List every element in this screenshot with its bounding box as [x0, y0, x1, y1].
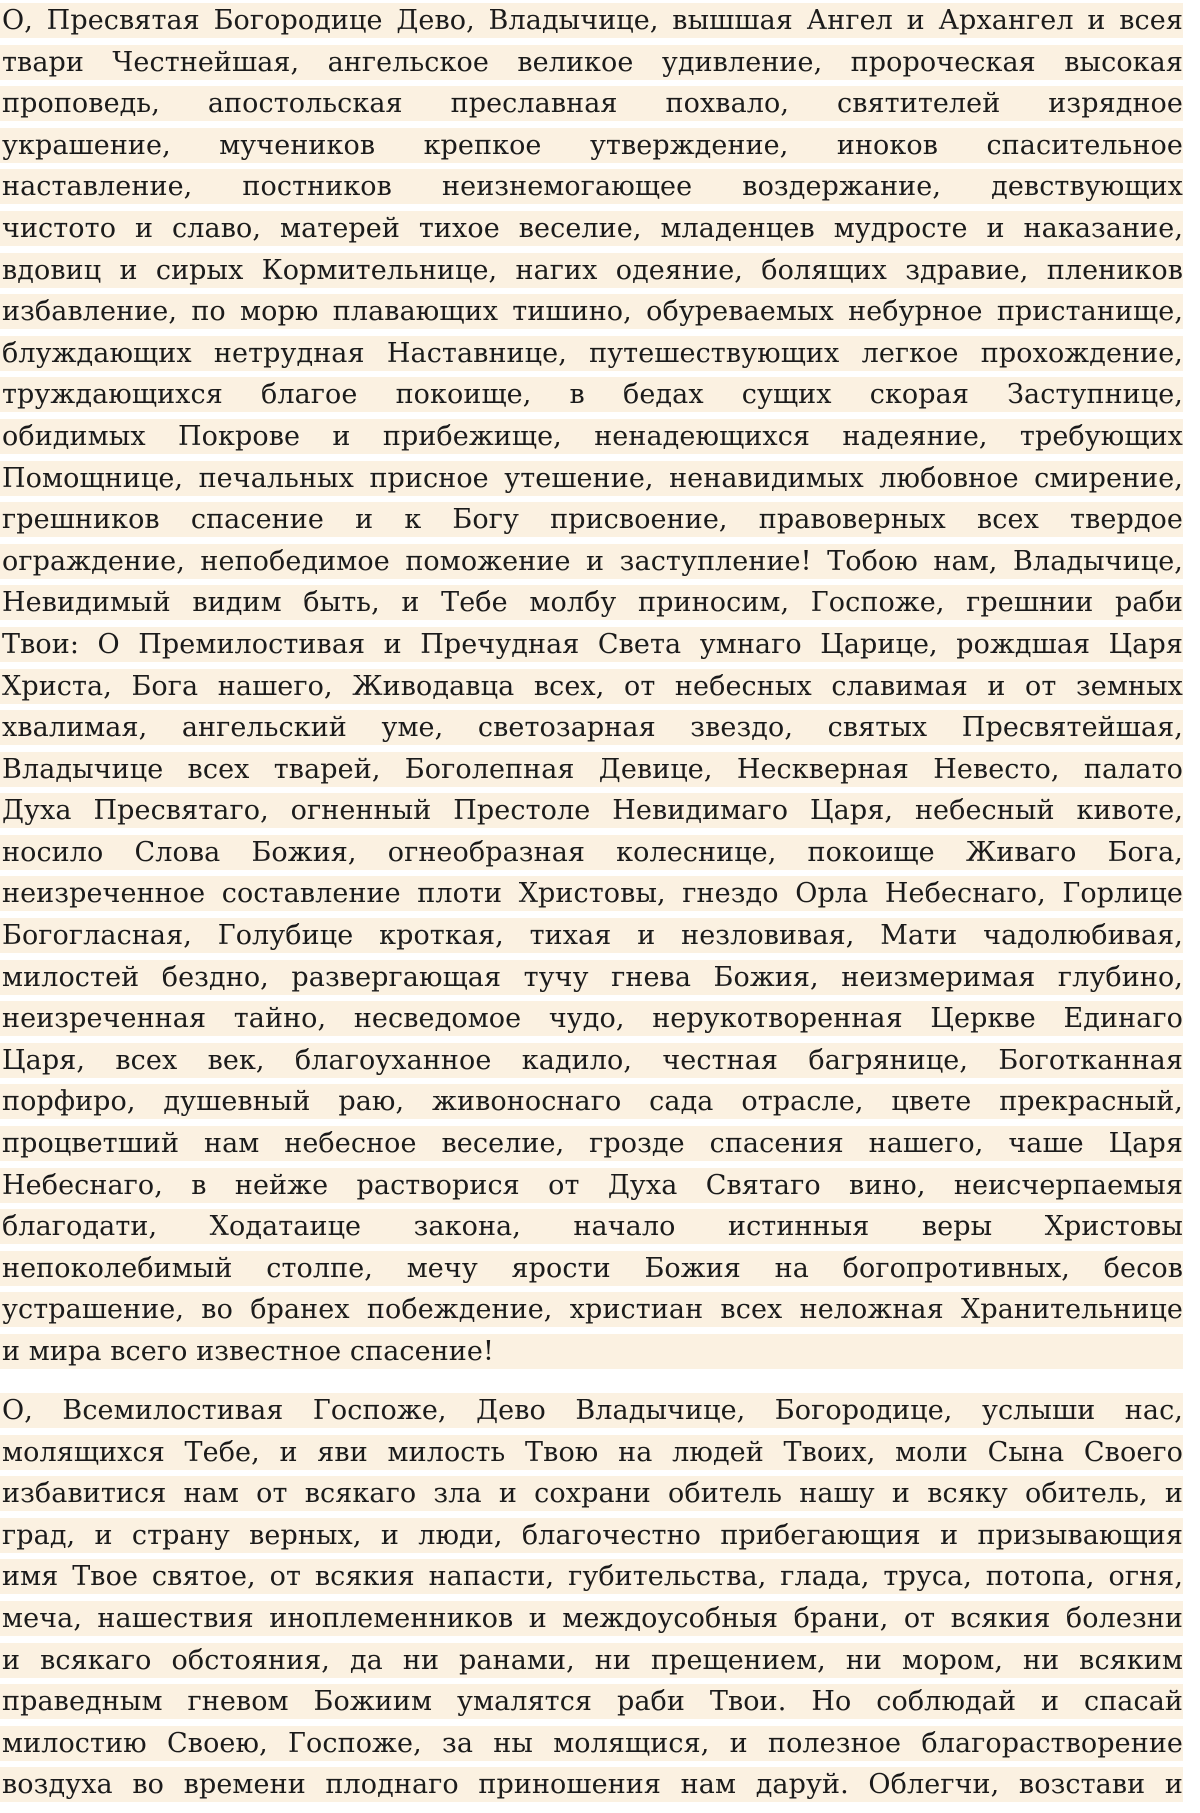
text-line: твари Честнейшая, ангельское великое удивление, пророческая высокая — [0, 42, 1183, 84]
text-line: воздуха во времени плоднаго приношения нам даруй. Облегчи, возстави и — [0, 1764, 1183, 1806]
text-line: благодати, Ходатаице закона, начало истинныя веры Христовы — [0, 1206, 1183, 1248]
text-line: непоколебимый столпе, мечу ярости Божия на богопротивных, бесов — [0, 1248, 1183, 1290]
text-line: ограждение, непобедимое поможение и заступление! Тобою нам, Владычице, — [0, 541, 1183, 583]
text-line: О, Всемилостивая Госпоже, Дево Владычице, Богородице, услыши нас, — [0, 1390, 1183, 1432]
text-line: вдовиц и сирых Кормительнице, нагих одеяние, болящих здравие, плеников — [0, 250, 1183, 292]
text-line: избавление, по морю плавающих тишино, обуреваемых небурное пристанище, — [0, 291, 1183, 333]
text-line: милостей бездно, развергающая тучу гнева Божия, неизмеримая глубино, — [0, 957, 1183, 999]
text-line: меча, нашествия иноплеменников и междоусобныя брани, от всякия болезни — [0, 1598, 1183, 1640]
text-line: град, и страну верных, и люди, благочестно прибегающия и призывающия — [0, 1515, 1183, 1557]
text-line: Небеснаго, в нейже растворися от Духа Святаго вино, неисчерпаемыя — [0, 1165, 1183, 1207]
text-line: хвалимая, ангельский уме, светозарная звездо, святых Пресвятейшая, — [0, 707, 1183, 749]
text-line: грешников спасение и к Богу присвоение, правоверных всех твердое — [0, 499, 1183, 541]
text-line: избавитися нам от всякаго зла и сохрани обитель нашу и всяку обитель, и — [0, 1473, 1183, 1515]
text-line: Богогласная, Голубице кроткая, тихая и незловивая, Мати чадолюбивая, — [0, 915, 1183, 957]
text-line: молящихся Тебе, и яви милость Твою на людей Твоих, моли Сына Своего — [0, 1432, 1183, 1474]
text-line: устрашение, во бранех побеждение, христиан всех неложная Хранительнице — [0, 1289, 1183, 1331]
text-line: Помощнице, печальных присное утешение, ненавидимых любовное смирение, — [0, 458, 1183, 500]
text-line: Христа, Бога нашего, Живодавца всех, от небесных славимая и от земных — [0, 666, 1183, 708]
text-line: милостию Своею, Госпоже, за ны молящися, и полезное благорастворение — [0, 1723, 1183, 1765]
text-line: Твои: О Премилостивая и Пречудная Света умнаго Царице, рождшая Царя — [0, 624, 1183, 666]
text-line: порфиро, душевный раю, живоноснаго сада отрасле, цвете прекрасный, — [0, 1081, 1183, 1123]
text-line: носило Слова Божия, огнеобразная колеснице, покоище Живаго Бога, — [0, 832, 1183, 874]
text-line: праведным гневом Божиим умалятся раби Твои. Но соблюдай и спасай — [0, 1681, 1183, 1723]
text-line: украшение, мучеников крепкое утверждение, иноков спасительное — [0, 125, 1183, 167]
text-line: проповедь, апостольская преславная похвало, святителей изрядное — [0, 83, 1183, 125]
text-line: Невидимый видим быть, и Тебе молбу приносим, Госпоже, грешнии раби — [0, 582, 1183, 624]
text-line: обидимых Покрове и прибежище, ненадеющихся надеяние, требующих — [0, 416, 1183, 458]
prayer-paragraph-2 — [0, 1390, 1183, 1806]
text-line: имя Твое святое, от всякия напасти, губительства, глада, труса, потопа, огня, — [0, 1556, 1183, 1598]
text-line: Царя, всех век, благоуханное кадило, честная багрянице, Боготканная — [0, 1040, 1183, 1082]
text-line: неизреченная тайно, несведомое чудо, нерукотворенная Церкве Единаго — [0, 998, 1183, 1040]
text-line: Владычице всех тварей, Боголепная Девице, Нескверная Невесто, палато — [0, 749, 1183, 791]
text-line: и всякаго обстояния, да ни ранами, ни прещением, ни мором, ни всяким — [0, 1640, 1183, 1682]
text-line: Духа Пресвятаго, огненный Престоле Невидимаго Царя, небесный кивоте, — [0, 790, 1183, 832]
text-line: труждающихся благое покоище, в бедах сущих скорая Заступнице, — [0, 374, 1183, 416]
text-line: и мира всего известное спасение! — [0, 1331, 1183, 1373]
text-line: процветший нам небесное веселие, грозде спасения нашего, чаше Царя — [0, 1123, 1183, 1165]
text-line: неизреченное составление плоти Христовы, гнездо Орла Небеснаго, Горлице — [0, 873, 1183, 915]
text-line: наставление, постников неизнемогающее воздержание, девствующих — [0, 166, 1183, 208]
text-line: чистото и славо, матерей тихое веселие, младенцев мудросте и наказание, — [0, 208, 1183, 250]
text-line: блуждающих нетрудная Наставнице, путешествующих легкое прохождение, — [0, 333, 1183, 375]
text-line: О, Пресвятая Богородице Дево, Владычице, вышшая Ангел и Архангел и всея — [0, 0, 1183, 42]
